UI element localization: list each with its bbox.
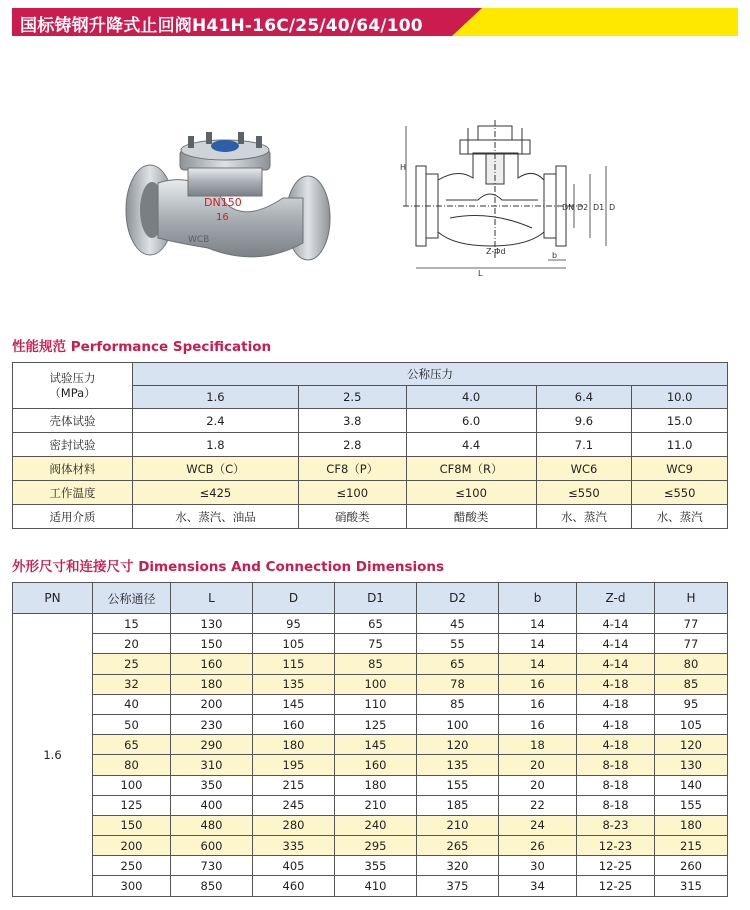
- performance-cell: 7.1: [536, 433, 632, 457]
- performance-cell: 1.8: [133, 433, 299, 457]
- dimensions-cell: 125: [335, 714, 417, 734]
- performance-row-label: 阀体材料: [13, 457, 133, 481]
- dimensions-cell: 350: [171, 775, 253, 795]
- dimensions-cell: 8-23: [577, 815, 655, 835]
- drawing-label-b: b: [552, 251, 558, 260]
- dimensions-column-header: L: [171, 583, 253, 614]
- dimensions-cell: 105: [655, 714, 728, 734]
- dimensions-cell: 195: [253, 755, 335, 775]
- dimensions-row: [13, 634, 728, 654]
- dimensions-cell: 245: [253, 795, 335, 815]
- dimensions-cell: 30: [499, 856, 577, 876]
- performance-cell: 4.4: [406, 433, 536, 457]
- dimensions-cell: 180: [253, 735, 335, 755]
- dimensions-cell: 850: [171, 876, 253, 896]
- dimensions-cell: 4-18: [577, 694, 655, 714]
- dimensions-cell: 14: [499, 614, 577, 634]
- dimensions-cell: 375: [417, 876, 499, 896]
- dimensions-cell: 15: [93, 614, 171, 634]
- performance-row: [13, 457, 728, 481]
- dimensions-cell: 240: [335, 815, 417, 835]
- dimensions-column-header: b: [499, 583, 577, 614]
- dimensions-cell: 135: [417, 755, 499, 775]
- dimensions-cell: 20: [499, 755, 577, 775]
- performance-row-label: 密封试验: [13, 433, 133, 457]
- dimensions-cell: 200: [171, 694, 253, 714]
- dimensions-cell: 105: [253, 634, 335, 654]
- dimensions-row: [13, 795, 728, 815]
- performance-row-label: 适用介质: [13, 505, 133, 529]
- dimensions-row: [13, 856, 728, 876]
- dimensions-row: [13, 876, 728, 896]
- dimensions-cell: 50: [93, 714, 171, 734]
- dimensions-cell: 12-23: [577, 836, 655, 856]
- dimensions-cell: 215: [655, 836, 728, 856]
- drawing-label-dn: DN: [562, 203, 575, 212]
- dimensions-cell: 75: [335, 634, 417, 654]
- dimensions-cell: 40: [93, 694, 171, 714]
- performance-row: [13, 505, 728, 529]
- pressure-header: 4.0: [406, 386, 536, 409]
- dimensions-cell: 55: [417, 634, 499, 654]
- dimensions-row: [13, 614, 728, 634]
- dimensions-cell: 410: [335, 876, 417, 896]
- dimensions-cell: 95: [253, 614, 335, 634]
- banner-yellow-band: [452, 8, 738, 36]
- drawing-label-l: L: [478, 269, 483, 278]
- dimensions-cell: 210: [417, 815, 499, 835]
- dimensions-cell: 25: [93, 654, 171, 674]
- dimensions-cell: 34: [499, 876, 577, 896]
- dimensions-cell: 300: [93, 876, 171, 896]
- dimensions-cell: 310: [171, 755, 253, 775]
- dimensions-row: [13, 836, 728, 856]
- drawing-label-d: D: [609, 203, 616, 212]
- dimensions-cell: 8-18: [577, 795, 655, 815]
- photo-marking-material: WCB: [188, 235, 210, 245]
- dimensions-cell: 110: [335, 694, 417, 714]
- dimensions-cell: 155: [655, 795, 728, 815]
- performance-cell: 水、蒸汽: [632, 505, 728, 529]
- dimensions-row: [13, 714, 728, 734]
- dimensions-cell: 185: [417, 795, 499, 815]
- performance-cell: 11.0: [632, 433, 728, 457]
- dimensions-column-header: 公称通径: [93, 583, 171, 614]
- dimensions-cell: 8-18: [577, 755, 655, 775]
- valve-technical-drawing: [398, 118, 624, 278]
- dimensions-cell: 140: [655, 775, 728, 795]
- photo-marking-dn: DN150: [204, 196, 242, 209]
- performance-cell: 醋酸类: [406, 505, 536, 529]
- dimensions-row: [13, 815, 728, 835]
- dimensions-cell: 85: [655, 674, 728, 694]
- dimensions-cell: 80: [93, 755, 171, 775]
- dimensions-cell: 230: [171, 714, 253, 734]
- dimensions-cell: 12-25: [577, 876, 655, 896]
- dimensions-cell: 4-18: [577, 735, 655, 755]
- dimensions-cell: 335: [253, 836, 335, 856]
- pressure-header: 1.6: [133, 386, 299, 409]
- dimensions-cell: 22: [499, 795, 577, 815]
- photo-marking-pn: 16: [216, 212, 229, 223]
- dimensions-cell: 210: [335, 795, 417, 815]
- dimensions-cell: 45: [417, 614, 499, 634]
- dimensions-cell: 16: [499, 674, 577, 694]
- dimensions-cell: 14: [499, 654, 577, 674]
- dimensions-cell: 100: [335, 674, 417, 694]
- performance-row: [13, 433, 728, 457]
- dimensions-cell: 180: [335, 775, 417, 795]
- performance-cell: WC6: [536, 457, 632, 481]
- dimensions-row: [13, 654, 728, 674]
- dimensions-cell: 32: [93, 674, 171, 694]
- dimensions-cell: 65: [93, 735, 171, 755]
- dimensions-cell: 295: [335, 836, 417, 856]
- dimensions-cell: 200: [93, 836, 171, 856]
- performance-cell: ≤550: [536, 481, 632, 505]
- dimensions-row: [13, 674, 728, 694]
- dimensions-cell: 120: [417, 735, 499, 755]
- performance-cell: ≤100: [406, 481, 536, 505]
- dimensions-cell: 24: [499, 815, 577, 835]
- dimensions-cell: 12-25: [577, 856, 655, 876]
- dimensions-cell: 145: [253, 694, 335, 714]
- dimensions-cell: 4-14: [577, 654, 655, 674]
- performance-cell: 6.0: [406, 409, 536, 433]
- dimensions-cell: 80: [655, 654, 728, 674]
- dimensions-cell: 4-14: [577, 614, 655, 634]
- dimensions-cell: 355: [335, 856, 417, 876]
- dimensions-cell: 130: [655, 755, 728, 775]
- pressure-header: 10.0: [632, 386, 728, 409]
- dimensions-cell: 135: [253, 674, 335, 694]
- dimensions-cell: 320: [417, 856, 499, 876]
- dimensions-cell: 78: [417, 674, 499, 694]
- dimensions-column-header: D: [253, 583, 335, 614]
- dimensions-cell: 145: [335, 735, 417, 755]
- dimensions-cell: 480: [171, 815, 253, 835]
- dimensions-cell: 730: [171, 856, 253, 876]
- performance-cell: CF8（P）: [298, 457, 406, 481]
- performance-table: [12, 362, 728, 529]
- dimensions-cell: 16: [499, 694, 577, 714]
- performance-cell: ≤100: [298, 481, 406, 505]
- dimensions-cell: 315: [655, 876, 728, 896]
- performance-cell: 水、蒸汽: [536, 505, 632, 529]
- dimensions-cell: 405: [253, 856, 335, 876]
- dimensions-cell: 95: [655, 694, 728, 714]
- pressure-header: 2.5: [298, 386, 406, 409]
- dimensions-cell: 460: [253, 876, 335, 896]
- drawing-label-d2: D2: [577, 203, 589, 212]
- dimensions-cell: 8-18: [577, 775, 655, 795]
- dimensions-table: [12, 582, 728, 897]
- performance-cell: 3.8: [298, 409, 406, 433]
- dimensions-cell: 4-14: [577, 634, 655, 654]
- dimensions-cell: 250: [93, 856, 171, 876]
- dimensions-cell: 100: [93, 775, 171, 795]
- drawing-label-d1: D1: [593, 203, 605, 212]
- dimensions-cell: 115: [253, 654, 335, 674]
- dimensions-cell: 85: [417, 694, 499, 714]
- dimensions-cell: 160: [335, 755, 417, 775]
- dimensions-cell: 260: [655, 856, 728, 876]
- performance-cell: ≤425: [133, 481, 299, 505]
- dimensions-cell: 65: [335, 614, 417, 634]
- title-banner: [12, 8, 738, 36]
- dimensions-cell: 155: [417, 775, 499, 795]
- dimensions-cell: 77: [655, 634, 728, 654]
- performance-cell: 9.6: [536, 409, 632, 433]
- performance-cell: WCB（C）: [133, 457, 299, 481]
- dimensions-cell: 100: [417, 714, 499, 734]
- dimensions-cell: 120: [655, 735, 728, 755]
- dimensions-column-header: PN: [13, 583, 93, 614]
- dimensions-cell: 20: [499, 775, 577, 795]
- dimensions-cell: 180: [655, 815, 728, 835]
- dimensions-column-header: D2: [417, 583, 499, 614]
- dimensions-row: [13, 735, 728, 755]
- performance-cell: 15.0: [632, 409, 728, 433]
- dimensions-cell: 4-18: [577, 714, 655, 734]
- dimensions-cell: 65: [417, 654, 499, 674]
- dimensions-cell: 600: [171, 836, 253, 856]
- drawing-label-h: H: [400, 163, 407, 172]
- dimensions-cell: 130: [171, 614, 253, 634]
- performance-cell: 硝酸类: [298, 505, 406, 529]
- dimensions-cell: 215: [253, 775, 335, 795]
- dimensions-cell: 16: [499, 714, 577, 734]
- dimensions-cell: 125: [93, 795, 171, 815]
- dimensions-cell: 14: [499, 634, 577, 654]
- dimensions-cell: 4-18: [577, 674, 655, 694]
- performance-cell: 2.8: [298, 433, 406, 457]
- dimensions-column-header: H: [655, 583, 728, 614]
- performance-cell: ≤550: [632, 481, 728, 505]
- performance-cell: 水、蒸汽、油品: [133, 505, 299, 529]
- dimensions-row: [13, 694, 728, 714]
- dimensions-cell: 20: [93, 634, 171, 654]
- page-title: 国标铸钢升降式止回阀H41H-16C/25/40/64/100: [20, 16, 423, 36]
- performance-row-label: 壳体试验: [13, 409, 133, 433]
- dimensions-cell: 150: [93, 815, 171, 835]
- dimensions-cell: 26: [499, 836, 577, 856]
- test-pressure-header: 试验压力 （MPa）: [13, 363, 133, 409]
- dimensions-cell: 18: [499, 735, 577, 755]
- performance-cell: WC9: [632, 457, 728, 481]
- dimensions-cell: 85: [335, 654, 417, 674]
- dimensions-cell: 290: [171, 735, 253, 755]
- dimensions-column-header: D1: [335, 583, 417, 614]
- performance-cell: CF8M（R）: [406, 457, 536, 481]
- dimensions-cell: 160: [253, 714, 335, 734]
- dimensions-cell: 265: [417, 836, 499, 856]
- drawing-label-zd: Z-Φd: [486, 247, 506, 256]
- dimensions-column-header: Z-d: [577, 583, 655, 614]
- dimensions-section-title: 外形尺寸和连接尺寸 Dimensions And Connection Dimensions: [12, 559, 445, 575]
- performance-row-label: 工作温度: [13, 481, 133, 505]
- dimensions-cell: 180: [171, 674, 253, 694]
- dimensions-cell: 400: [171, 795, 253, 815]
- pn-cell: 1.6: [13, 614, 93, 897]
- dimensions-cell: 150: [171, 634, 253, 654]
- performance-cell: 2.4: [133, 409, 299, 433]
- dimensions-cell: 77: [655, 614, 728, 634]
- nominal-pressure-header: 公称压力: [133, 363, 728, 386]
- performance-row: [13, 409, 728, 433]
- pressure-header: 6.4: [536, 386, 632, 409]
- performance-section-title: 性能规范 Performance Specification: [12, 339, 272, 355]
- dimensions-row: [13, 775, 728, 795]
- dimensions-row: [13, 755, 728, 775]
- dimensions-cell: 280: [253, 815, 335, 835]
- valve-photo: [118, 118, 338, 278]
- performance-row: [13, 481, 728, 505]
- dimensions-cell: 160: [171, 654, 253, 674]
